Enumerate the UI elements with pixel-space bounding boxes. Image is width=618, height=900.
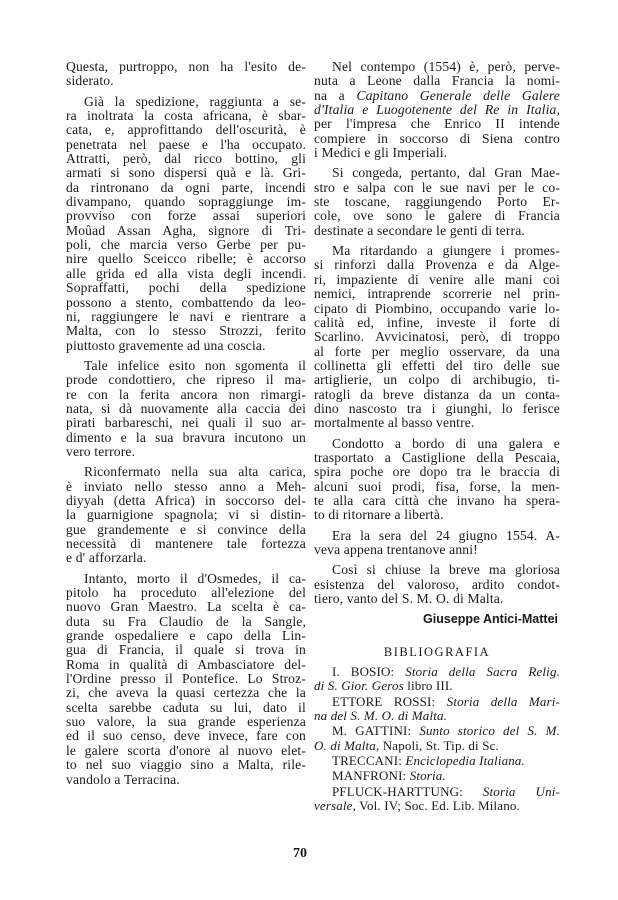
text-line: ni, raggiungere le navi e rientrare a: [66, 308, 306, 324]
text-line: artiglierie, un colpo di archibugio, ti-: [314, 372, 560, 388]
text-line: ed il suo censo, deve invece, fare con: [66, 728, 306, 744]
text-line: alcuni suoi prodi, fisa, forse, la men-: [314, 478, 560, 494]
text-line: duta su Fra Claudio de la Sangle,: [66, 613, 306, 629]
italic-title: Storia della Sacra Relig.: [405, 664, 560, 680]
text-line: poli, che marcia verso Gerbe per pu-: [66, 237, 306, 253]
italic-title: Capitano Generale delle Galere: [356, 87, 560, 103]
left-column: [66, 60, 306, 793]
text-line: è inviato nello stesso anno a Meh-: [66, 478, 306, 494]
paragraph: [314, 563, 560, 606]
text-line: Ma ritardando a giungere i promes-: [332, 243, 560, 259]
italic-title: Enciclopedia Italiana.: [405, 753, 525, 769]
italic-title: Sunto storico del S. M.: [419, 723, 560, 739]
text-line: ri, impaziente di venire alle mani coi: [314, 271, 560, 287]
text-line: te alla cara città che invano ha spera-: [314, 492, 560, 508]
bibliography-heading: BIBLIOGRAFIA: [383, 644, 491, 659]
text-line: [314, 709, 560, 723]
italic-title: na del S. M. O. di Malta.: [314, 708, 448, 724]
text-line: la guarnigione spagnola; vi si distin-: [66, 507, 306, 523]
bibliography-entry: [314, 665, 560, 694]
text-line: Moûad Assan Agha, signore di Tri-: [66, 222, 306, 238]
text-line: nemici, intraprende scorrerie nel prin-: [314, 286, 560, 302]
text-line: Nel contempo (1554) è, però, perve-: [332, 59, 560, 74]
text-line: tiero, vanto del S. M. O. di Malta.: [314, 591, 504, 607]
italic-title: d'Italia e Luogotenente del Re in Italia,: [314, 102, 560, 118]
text-line: diyyah (detta Africa) in soccorso del-: [66, 492, 306, 508]
text-line: i Medici e gli Imperiali.: [314, 145, 448, 161]
text-line: cipato di Piombino, occupando varie lo-: [314, 300, 560, 316]
text-line: ETTORE ROSSI: Storia della Mari-: [332, 693, 560, 709]
text-line: Sopraffatti, pochi della spedizione: [66, 280, 306, 296]
text-line: collinetta gli effetti del tiro delle sue: [314, 357, 560, 373]
text-line: [314, 103, 560, 117]
right-column: [314, 60, 560, 815]
text-line: dino nascosto tra i giunghi, lo ferisce: [314, 400, 560, 416]
text-line: vero terrore.: [66, 443, 136, 459]
text-line: PFLUCK-HARTTUNG: Storia Uni-: [332, 783, 560, 799]
text-line: gua di Francia, il quale si trova in: [66, 642, 306, 658]
text-line: Riconfermato nella sua alta carica,: [84, 464, 306, 480]
text-line: alle grida ed alla vista degli incendi.: [66, 265, 306, 281]
text-line: necessità di mantenere tale fortezza: [66, 536, 306, 551]
text-line: vandolo a Terracina.: [66, 771, 180, 787]
text-line: Già la spedizione, raggiunta a se-: [84, 93, 306, 109]
text-line: trasportato a Castiglione della Pescaia,: [314, 449, 560, 465]
text-line: esistenza del valoroso, ardito condot-: [314, 576, 560, 592]
text-line: mortalmente al basso ventre.: [314, 415, 475, 431]
text-line: stro e salpa con le sue navi per le co-: [314, 179, 560, 195]
text-line: destinate a secondare le genti di terra.: [314, 222, 525, 238]
italic-title: versale: [314, 798, 353, 814]
text-line: gue grandemente e si convince della: [66, 521, 306, 537]
text-line: provviso con forze assai superiori: [66, 208, 306, 224]
text-line: M. GATTINI: Sunto storico del S. M.: [332, 723, 560, 739]
text-line: si rinforzi dalla Provenza e da Alge-: [314, 257, 560, 273]
text-line: nire quello Sceicco ribelle; è accorso: [66, 251, 306, 267]
text-line: re con la ferita ancora non rimargi-: [66, 386, 306, 402]
text-line: nata, si dà nuovamente alla caccia dei: [66, 400, 306, 416]
text-line: piuttosto gravemente ad una coscia.: [66, 337, 266, 353]
text-line: grande ospedaliere e capo della Lin-: [66, 628, 306, 644]
text-line: Condotto a bordo di una galera e: [332, 435, 560, 451]
text-line: possono a stento, combattendo da leo-: [66, 294, 306, 310]
text-line: l'Ordine presso il Pontefice. Lo Stroz-: [66, 671, 306, 687]
paragraph: [66, 359, 306, 459]
text-line: cata, e, approfittando dell'oscurità, è: [66, 122, 306, 138]
text-line: compiere in soccorso di Siena contro: [314, 130, 560, 146]
paragraph: [66, 572, 306, 787]
text-line: spira poche ore dopo tra le braccia di: [314, 464, 560, 480]
text-line: al forte per meglio osservare, da una: [314, 343, 560, 359]
text-line: prode condottiero, che ripreso il ma-: [66, 372, 306, 388]
right-column-body: [314, 60, 560, 606]
italic-title: di S. Gior. Geros: [314, 678, 404, 694]
paragraph: [314, 244, 560, 430]
text-line: cole, ove sono le galere di Francia: [314, 208, 560, 224]
text-line: veva appena trentanove anni!: [314, 542, 478, 557]
italic-title: Storia della Mari-: [446, 693, 560, 709]
bibliography-entry: [314, 754, 560, 768]
italic-title: Storia.: [409, 768, 446, 784]
paragraph: [314, 437, 560, 523]
text-line: le galere scorta d'onore al nuovo elet-: [66, 742, 306, 758]
paragraph: [314, 529, 560, 558]
italic-title: Storia Uni-: [482, 783, 560, 799]
bibliography-entry: [314, 785, 560, 814]
text-line: Era la sera del 24 giugno 1554. A-: [332, 527, 560, 543]
text-line: nuovo Gran Maestro. La scelta è ca-: [66, 599, 306, 615]
italic-title: O. di Malta: [314, 737, 376, 753]
paragraph: [66, 95, 306, 353]
text-line: dimento e la sua bravura incutono un: [66, 429, 306, 445]
paragraph: [314, 60, 560, 160]
text-line: Così si chiuse la breve ma gloriosa: [332, 562, 560, 578]
bibliography-list: [314, 665, 560, 813]
text-line: ratogli da breve distanza da un conta-: [314, 386, 560, 402]
text-line: e d' afforzarla.: [66, 550, 147, 566]
text-line: to nel suo viaggio sino a Malta, rile-: [66, 757, 306, 773]
text-line: na a Capitano Generale delle Galere: [314, 87, 560, 103]
bibliography-entry: [314, 724, 560, 753]
author-signature: Giuseppe Antici-Mattei: [423, 612, 558, 627]
text-line: ste toscane, raggiungendo Porto Er-: [314, 194, 560, 210]
text-line: TRECCANI: Enciclopedia Italiana.: [332, 753, 525, 769]
paragraph: [66, 60, 306, 89]
text-line: di S. Gior. Geros libro III.: [314, 678, 453, 694]
text-line: suo valore, la sua grande esperienza: [66, 714, 306, 730]
text-line: armati si sono dispersi quà e là. Gri-: [66, 165, 306, 181]
text-line: Tale infelice esito non sgomenta il: [84, 357, 306, 373]
text-line: Scarlino. Avvicinatosi, però, di troppo: [314, 329, 560, 345]
text-line: ra inoltrata la costa africana, è sbar-: [66, 108, 306, 124]
text-line: MANFRONI: Storia.: [332, 768, 446, 784]
page-number: 70: [293, 846, 307, 861]
text-line: to di ritornare a libertà.: [314, 507, 444, 523]
text-line: pitolo ha proceduto all'elezione del: [66, 585, 306, 601]
text-line: Attratti, però, dal ricco bottino, gli: [66, 151, 306, 167]
text-line: pirati barbareschi, nei quali il suo ar-: [66, 415, 306, 431]
text-line: scelta sarebbe caduta su lui, dato il: [66, 699, 306, 715]
text-line: Intanto, morto il d'Osmedes, il ca-: [84, 570, 306, 586]
text-line: versale, Vol. IV; Soc. Ed. Lib. Milano.: [314, 798, 520, 814]
bibliography-entry: [314, 695, 560, 724]
text-line: divampano, quando sopraggiunge im-: [66, 194, 306, 210]
text-line: Si congeda, pertanto, dal Gran Mae-: [332, 165, 560, 181]
text-line: I. BOSIO: Storia della Sacra Relig.: [332, 664, 560, 680]
text-line: O. di Malta, Napoli, St. Tip. di Sc.: [314, 737, 499, 753]
paragraph: [314, 166, 560, 238]
text-line: per l'impresa che Enrico II intende: [314, 116, 560, 132]
text-line: nuta a Leone dalla Francia la nomi-: [314, 73, 560, 89]
text-line: da rintronano da ogni parte, incendi: [66, 179, 306, 195]
text-line: Roma in qualità di Ambasciatore del-: [66, 656, 306, 672]
text-line: siderato.: [66, 73, 114, 89]
text-line: Questa, purtroppo, non ha l'esito de-: [66, 59, 306, 74]
bibliography-entry: [314, 769, 560, 783]
text-line: Malta, con lo stesso Strozzi, ferito: [66, 323, 306, 339]
paragraph: [66, 465, 306, 565]
text-line: penetrata nel paese e l'ha occupato.: [66, 136, 306, 152]
text-line: zi, che aveva la quasi certezza che la: [66, 685, 306, 701]
text-line: calità ed, infine, investe il forte di: [314, 314, 560, 330]
